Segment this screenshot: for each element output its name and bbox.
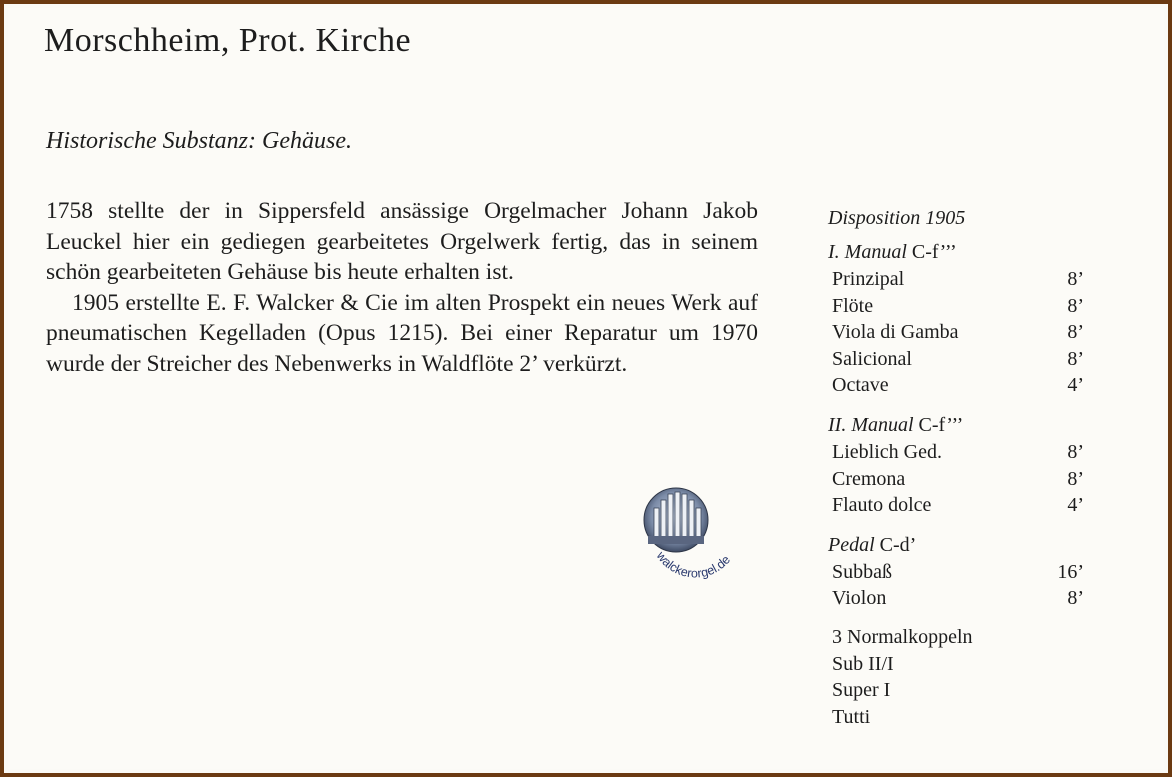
stop-size: 8’ <box>1067 467 1084 490</box>
stop-row <box>828 439 1084 466</box>
stop-name: Octave <box>832 374 889 397</box>
manual-1-range: C-f’’’ <box>911 241 957 263</box>
coupler-item: Super I <box>832 679 891 702</box>
stop-name: Cremona <box>832 467 906 490</box>
pedal-heading <box>828 531 1084 559</box>
stop-row <box>828 559 1084 586</box>
manual-2-heading <box>828 411 1084 439</box>
stop-row <box>828 466 1084 493</box>
page-title: Morschheim, Prot. Kirche <box>44 22 412 59</box>
paragraph-1: 1758 stellte der in Sippersfeld ansässige Orgelmacher Johann Jakob Leuckel hier ein gediegen gearbeitetes Orgelwerk fertig, das in seinem schön gearbeiteten Gehäuse bis heute erhalten ist. <box>46 198 758 285</box>
stop-name: Subbaß <box>832 560 892 583</box>
stop-size: 16’ <box>1057 560 1084 583</box>
organ-pipes-icon <box>632 478 742 588</box>
stop-size: 8’ <box>1067 440 1084 463</box>
stop-size: 4’ <box>1067 374 1084 397</box>
stop-row <box>828 346 1084 373</box>
stop-size: 8’ <box>1067 321 1084 344</box>
manual-1-name: I. Manual <box>828 241 907 263</box>
stop-name: Viola di Gamba <box>832 321 959 344</box>
stop-name: Prinzipal <box>832 268 905 290</box>
walckerorgel-logo <box>632 478 742 588</box>
disposition-heading: Disposition 1905 <box>828 207 966 229</box>
manual-1-heading <box>828 238 1084 266</box>
pedal-name: Pedal <box>828 533 875 556</box>
stop-row <box>828 372 1084 399</box>
stop-name: Flauto dolce <box>832 494 932 517</box>
pedal-range: C-d’ <box>879 533 917 556</box>
stop-row <box>828 293 1084 320</box>
stop-size: 8’ <box>1067 587 1084 610</box>
stop-name: Salicional <box>832 347 912 370</box>
coupler-item: Tutti <box>832 705 871 728</box>
stop-size: 8’ <box>1067 347 1084 370</box>
coupler-item: Sub II/I <box>832 652 894 675</box>
stop-name: Violon <box>832 587 887 610</box>
disposition-panel <box>828 202 1084 730</box>
body-text <box>46 196 758 379</box>
manual-2-name: II. Manual <box>828 413 914 436</box>
stop-size: 8’ <box>1067 294 1084 317</box>
logo-text: walckerorgel.de <box>653 548 733 581</box>
manual-2-range: C-f’’’ <box>918 413 964 436</box>
subtitle: Historische Substanz: Gehäuse. <box>46 128 352 154</box>
stop-size: 8’ <box>1067 268 1084 290</box>
paragraph-2: 1905 erstellte E. F. Walcker & Cie im alten Prospekt ein neues Werk auf pneumatischen Kegelladen (Opus 1215). Bei einer Reparatur um 1970 wurde der Streicher des Nebenwerks in Waldflöte 2’ verkürzt. <box>46 289 758 377</box>
stop-row <box>828 585 1084 612</box>
page <box>8 8 1164 769</box>
stop-name: Lieblich Ged. <box>832 440 942 463</box>
stop-name: Flöte <box>832 294 874 317</box>
stop-row <box>828 266 1084 293</box>
coupler-item: 3 Normalkoppeln <box>832 625 973 648</box>
stop-row <box>828 319 1084 346</box>
stop-size: 4’ <box>1067 494 1084 517</box>
stop-row <box>828 492 1084 519</box>
